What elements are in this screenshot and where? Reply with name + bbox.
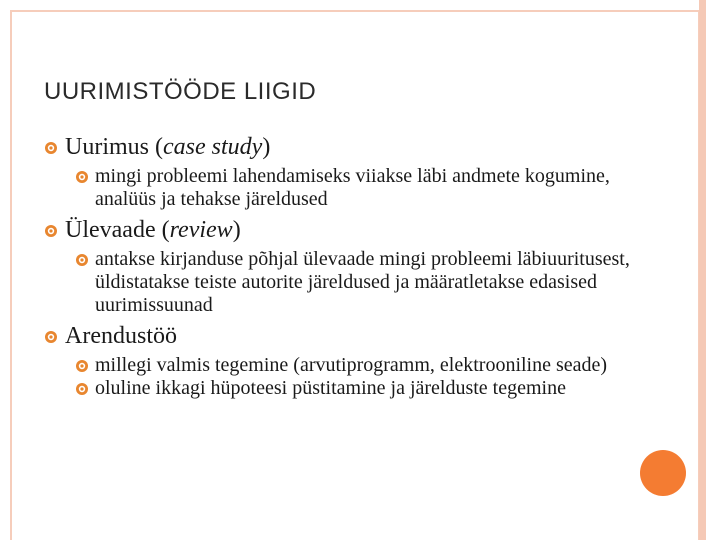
decorative-orange-circle — [640, 450, 686, 496]
section-heading-ulevaade — [44, 215, 664, 245]
gear-bullet-icon — [75, 359, 89, 373]
section-heading-arendustoo — [44, 321, 664, 351]
frame-right-bar — [699, 0, 706, 540]
list-item — [44, 248, 664, 317]
heading-close: ) — [232, 217, 241, 243]
list-item-text: mingi probleemi lahendamiseks viiakse läbi andmete kogumine, analüüs ja tehakse järeldused — [95, 165, 610, 210]
heading-italic: review — [169, 217, 233, 243]
slide-title: UURIMISTÖÖDE LIIGID — [44, 78, 317, 105]
list-item-text: millegi valmis tegemine (arvutiprogramm, elektrooniline seade) — [95, 354, 608, 376]
heading-text: Ülevaade ( — [65, 217, 170, 243]
heading-text: Arendustöö — [65, 323, 177, 349]
list-item-text: oluline ikkagi hüpoteesi püstitamine ja järelduste tegemine — [95, 377, 566, 399]
section-heading-uurimus — [44, 132, 664, 162]
heading-close: ) — [262, 134, 271, 160]
heading-text: Uurimus ( — [65, 134, 163, 160]
list-item-text: antakse kirjanduse põhjal ülevaade mingi probleemi läbiuuritusest, üldistatakse teiste autorite järeldused ja määratletakse edasised uurimissuunad — [95, 248, 630, 316]
list-item — [44, 377, 664, 400]
list-item — [44, 354, 664, 377]
gear-bullet-icon — [75, 170, 89, 184]
list-item — [44, 165, 664, 211]
heading-italic: case study — [163, 134, 263, 160]
gear-bullet-icon — [75, 382, 89, 396]
gear-bullet-icon — [44, 330, 58, 344]
gear-bullet-icon — [44, 141, 58, 155]
gear-bullet-icon — [44, 224, 58, 238]
gear-bullet-icon — [75, 253, 89, 267]
slide-content — [44, 132, 664, 400]
